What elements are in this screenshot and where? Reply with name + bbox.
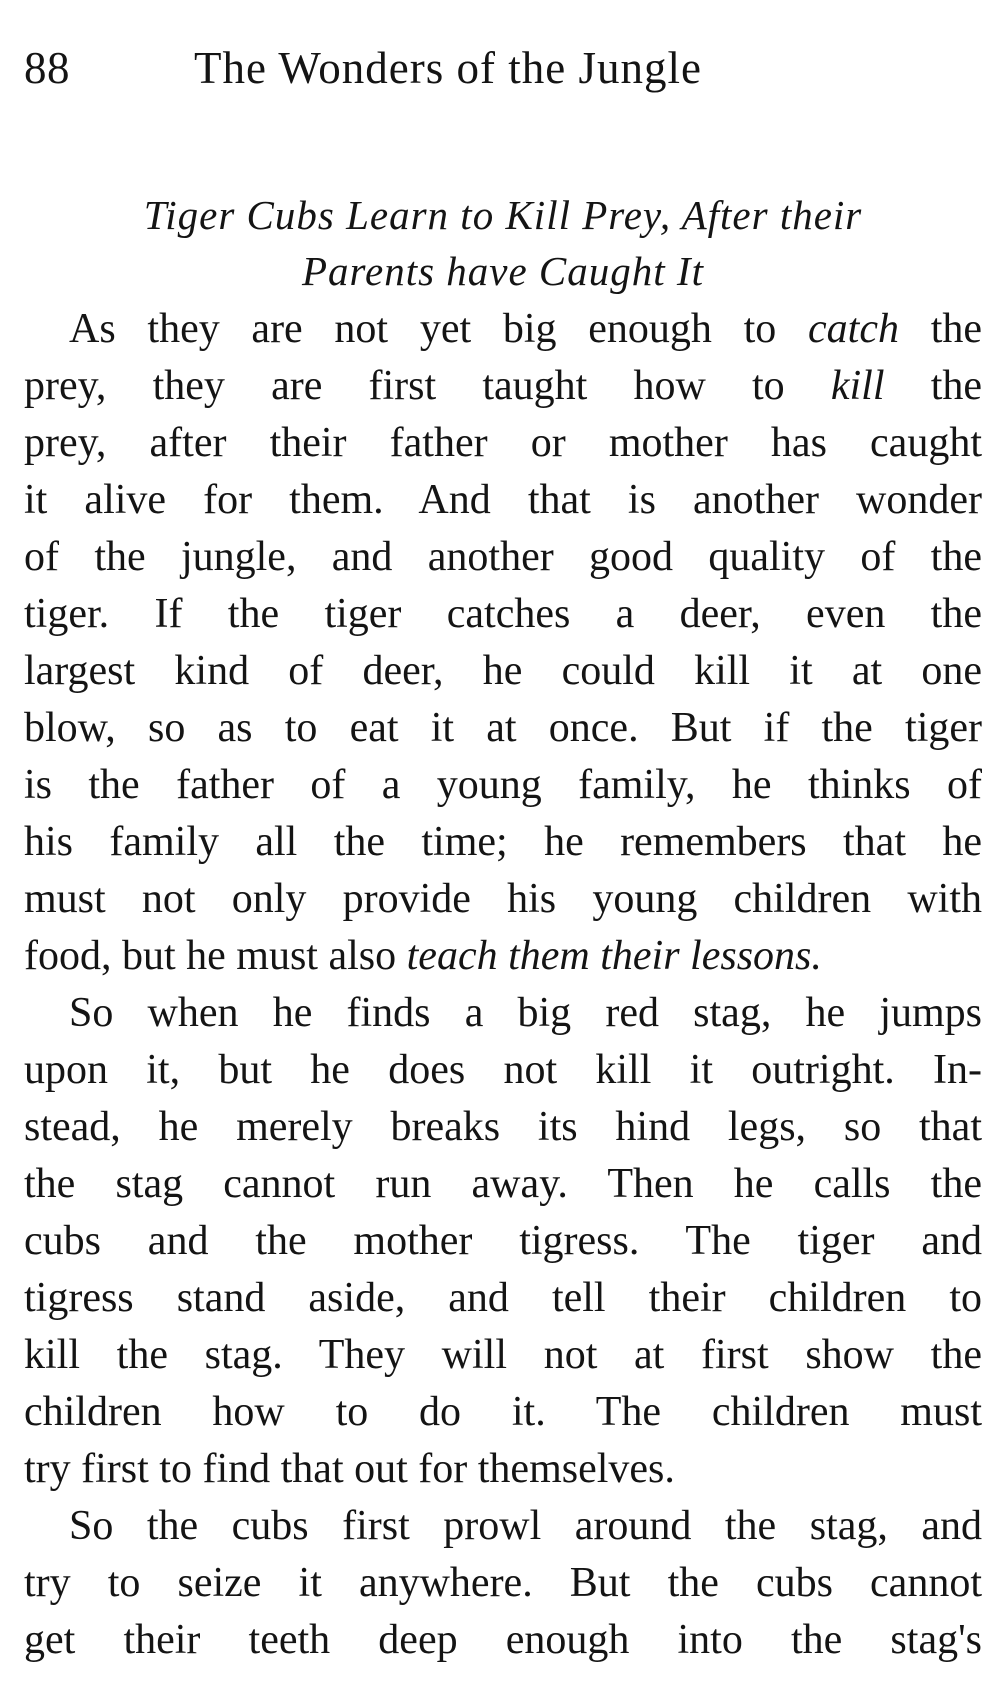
text-line: As they are not yet big enough to catch the	[69, 306, 983, 352]
running-header	[24, 38, 982, 98]
text-line: food, but he must also teach them their lessons.	[24, 933, 822, 979]
text-line: upon it, but he does not kill it outright. In-	[24, 1047, 982, 1093]
text-line: prey, they are first taught how to kill the	[24, 363, 983, 409]
text-line: try to seize it anywhere. But the cubs cannot	[24, 1560, 982, 1606]
text-line: largest kind of deer, he could kill it at one	[24, 648, 982, 694]
text-line: his family all the time; he remembers that he	[24, 819, 982, 865]
body-text	[24, 301, 982, 1669]
text-line: is the father of a young family, he thinks of	[24, 762, 982, 808]
text-line: kill the stag. They will not at first show the	[24, 1332, 982, 1378]
text-line: stead, he merely breaks its hind legs, so that	[24, 1104, 982, 1150]
text-line: tiger. If the tiger catches a deer, even the	[24, 591, 982, 637]
text-line: get their teeth deep enough into the stag's	[24, 1617, 982, 1663]
text-line: blow, so as to eat it at once. But if the tiger	[24, 705, 982, 751]
text-line: of the jungle, and another good quality of the	[24, 534, 982, 580]
text-line: prey, after their father or mother has caught	[24, 420, 982, 466]
text-line: try first to find that out for themselves.	[24, 1446, 675, 1492]
text-line: the stag cannot run away. Then he calls the	[24, 1161, 982, 1207]
book-page	[24, 0, 982, 1707]
section-heading-line: Tiger Cubs Learn to Kill Prey, After their	[143, 192, 863, 238]
text-line: So the cubs first prowl around the stag, and	[69, 1503, 982, 1549]
text-line: cubs and the mother tigress. The tiger and	[24, 1218, 982, 1264]
page-number: 88	[24, 43, 70, 93]
section-heading	[24, 187, 982, 299]
text-line: it alive for them. And that is another wonder	[24, 477, 982, 523]
section-heading-line: Parents have Caught It	[302, 248, 704, 294]
running-title: The Wonders of the Jungle	[194, 43, 702, 93]
text-line: So when he finds a big red stag, he jumps	[69, 990, 982, 1036]
text-line: must not only provide his young children with	[24, 876, 982, 922]
text-line: children how to do it. The children must	[24, 1389, 982, 1435]
text-line: tigress stand aside, and tell their children to	[24, 1275, 982, 1321]
